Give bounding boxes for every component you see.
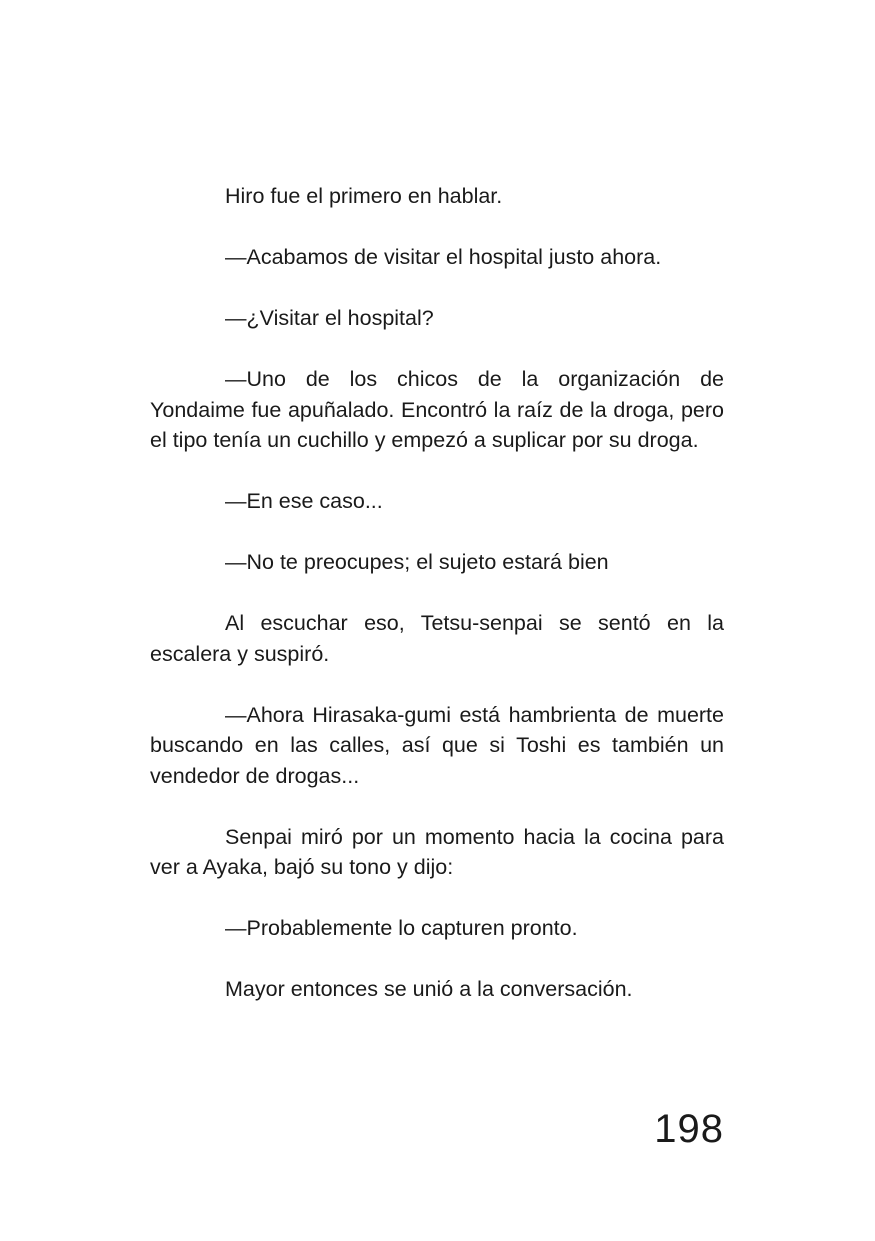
body-text [150, 181, 724, 1035]
paragraph: —Probablemente lo capturen pronto. [225, 916, 578, 940]
paragraph: Al escuchar eso, Tetsu-senpai se sentó en la escalera y suspiró. [150, 611, 724, 666]
paragraph: —Acabamos de visitar el hospital justo ahora. [225, 245, 662, 269]
paragraph: —Ahora Hirasaka-gumi está hambrienta de muerte buscando en las calles, así que si Toshi es también un vendedor de drogas... [150, 702, 724, 788]
paragraph: Mayor entonces se unió a la conversación. [225, 977, 633, 1001]
page-number: 198 [654, 1107, 724, 1151]
paragraph: Senpai miró por un momento hacia la cocina para ver a Ayaka, bajó su tono y dijo: [150, 824, 724, 879]
paragraph: —No te preocupes; el sujeto estará bien [225, 550, 609, 574]
paragraph: —Uno de los chicos de la organización de Yondaime fue apuñalado. Encontró la raíz de la droga, pero el tipo tenía un cuchillo y empezó a suplicar por su droga. [150, 367, 724, 452]
paragraph: Hiro fue el primero en hablar. [225, 184, 503, 208]
paragraph: —En ese caso... [225, 489, 383, 513]
paragraph: —¿Visitar el hospital? [225, 306, 434, 330]
